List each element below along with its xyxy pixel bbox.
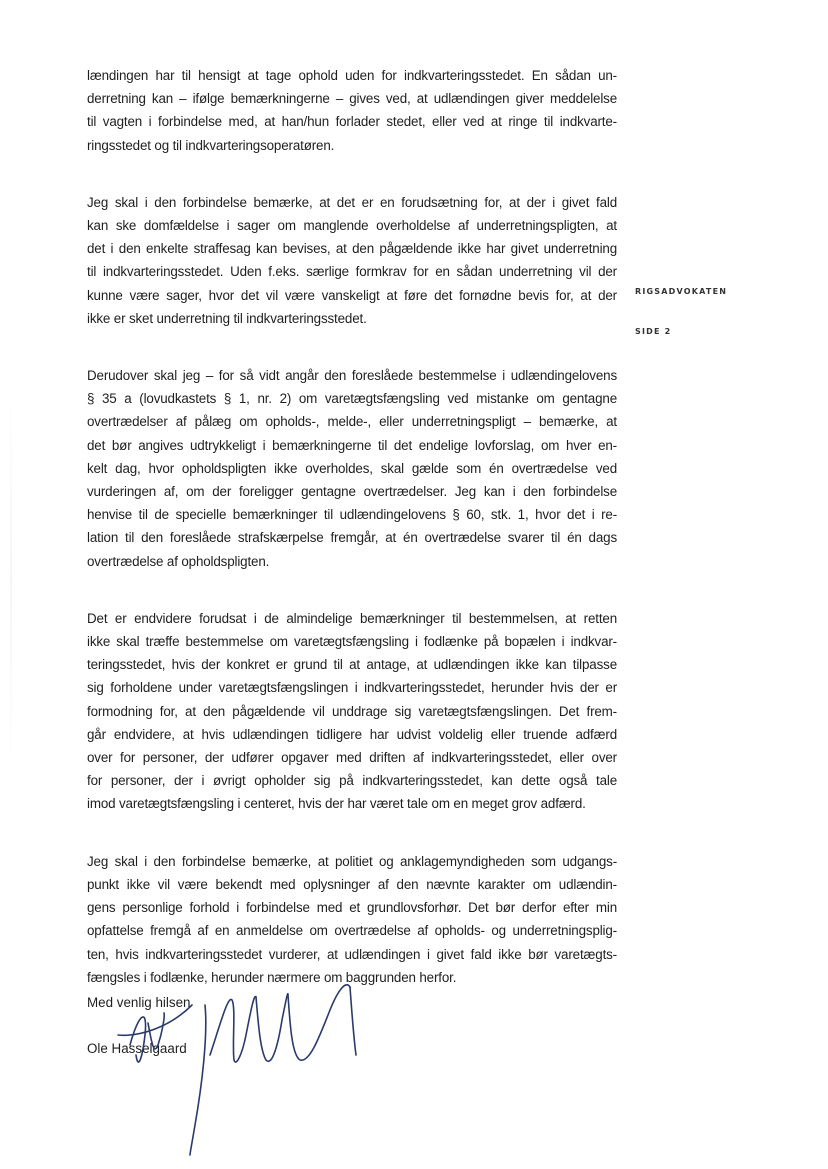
signatory-name: Ole Hasselgaard: [87, 1041, 187, 1056]
paragraph-line: overtrædelse af opholdspligten.: [87, 553, 270, 569]
paragraph-line: det i den enkelte straffesag kan bevises, at den pågældende ikke har givet underretning: [87, 241, 617, 257]
paragraph-line: § 35 a (lovudkastets § 1, nr. 2) om varetægtsfængsling ved mistanke om gentagne: [87, 391, 617, 407]
paragraph-line: overtrædelser af pålæg om opholds-, melde-, eller underretningspligt – bemærke, at: [87, 414, 617, 430]
paragraph-line: til vagten i forbindelse med, at han/hun forlader stedet, eller ved at ringe til indkvarte-: [87, 114, 617, 130]
paragraph-line: ringsstedet og til indkvarteringsoperatøren.: [87, 137, 335, 153]
paragraph-line: for personer, der i øvrigt opholder sig på indkvarteringsstedet, kan dette også tale: [87, 773, 617, 789]
paragraph-line: gens personlige forhold i forbindelse med et grundlovsforhør. Det bør derfor efter min: [87, 900, 617, 916]
paragraph-line: over for personer, der udfører opgaver med driften af indkvarteringsstedet, eller over: [87, 750, 617, 766]
paragraph-line: til indkvarteringsstedet. Uden f.eks. særlige formkrav for en sådan underretning vil der: [87, 264, 617, 280]
sidebar-page-label: SIDE 2: [635, 327, 672, 336]
paragraph-line: ten, hvis indkvarteringsstedet vurderer, at udlændingen i givet fald ikke bør varetægts-: [87, 946, 617, 962]
paragraph-line: Det er endvidere forudsat i de almindelige bemærkninger til bestemmelsen, at retten: [87, 610, 617, 626]
paragraph-line: fængsles i fodlænke, herunder nærmere om baggrunden herfor.: [87, 969, 457, 985]
paragraph-line: henvise til de specielle bemærkninger til udlændingelovens § 60, stk. 1, hvor det i re-: [87, 507, 617, 523]
paragraph-line: ikke skal træffe bestemmelse om varetægtsfængsling i fodlænke på bopælen i indkvar-: [87, 634, 617, 650]
letter-body: [87, 64, 617, 1023]
paragraph-line: kan ske domfældelse i sager om manglende overholdelse af underretningspligten, at: [87, 218, 617, 234]
sidebar-org-label: RIGSADVOKATEN: [635, 287, 728, 296]
body-paragraph: [87, 191, 617, 330]
paragraph-line: lændingen har til hensigt at tage ophold uden for indkvarteringsstedet. En sådan un-: [87, 68, 617, 83]
paragraph-line: derretning kan – ifølge bemærkningerne – gives ved, at udlændingen giver meddelelse: [87, 91, 617, 107]
paragraph-line: opfattelse fremgå af en anmeldelse om overtrædelse af opholds- og underretningsplig-: [87, 923, 617, 939]
paragraph-line: kunne være sager, hvor det vil være vanskeligt at føre det fornødne bevis for, at der: [87, 287, 617, 303]
handwritten-signature: [110, 975, 380, 1160]
paragraph-line: det bør angives udtrykkeligt i bemærkningerne til det endelige lovforslag, om hver en-: [87, 437, 617, 453]
paragraph-line: formodning for, at den pågældende vil unddrage sig varetægtsfængslingen. Det frem-: [87, 703, 617, 719]
paragraph-line: lation til den foreslåede strafskærpelse fremgår, at én overtrædelse svarer til én dags: [87, 530, 617, 546]
closing-greeting: Med venlig hilsen: [87, 995, 191, 1010]
body-paragraph: [87, 850, 617, 989]
paragraph-line: Jeg skal i den forbindelse bemærke, at politiet og anklagemyndigheden som udgangs-: [87, 853, 617, 869]
paragraph-line: ikke er sket underretning til indkvarteringsstedet.: [87, 310, 367, 326]
paragraph-line: går endvidere, at hvis udlændingen tidligere har udvist voldelig eller truende adfærd: [87, 726, 617, 742]
body-paragraph: [87, 64, 617, 157]
paragraph-line: vurderingen af, om der foreligger gentagne overtrædelser. Jeg kan i den forbindelse: [87, 484, 617, 500]
body-paragraph: [87, 364, 617, 573]
paragraph-line: Derudover skal jeg – for så vidt angår den foreslåede bestemmelse i udlændingelovens: [87, 368, 617, 384]
paragraph-line: kelt dag, hvor opholdspligten ikke overholdes, skal gælde som én overtrædelse ved: [87, 460, 617, 476]
body-paragraph: [87, 607, 617, 816]
paragraph-line: Jeg skal i den forbindelse bemærke, at det er en forudsætning for, at der i givet fald: [87, 194, 617, 210]
paragraph-line: punkt ikke vil være bekendt med oplysninger af den nævnte karakter om udlændin-: [87, 876, 617, 892]
scan-margin-shadow: [10, 380, 12, 780]
paragraph-line: teringsstedet, hvis der konkret er grund til at antage, at udlændingen ikke kan tilpasse: [87, 657, 617, 673]
paragraph-line: imod varetægtsfængsling i centeret, hvis der har været tale om en meget grov adfærd.: [87, 796, 586, 812]
paragraph-line: sig forholdene under varetægtsfængslingen i indkvarteringsstedet, herunder hvis der er: [87, 680, 617, 696]
